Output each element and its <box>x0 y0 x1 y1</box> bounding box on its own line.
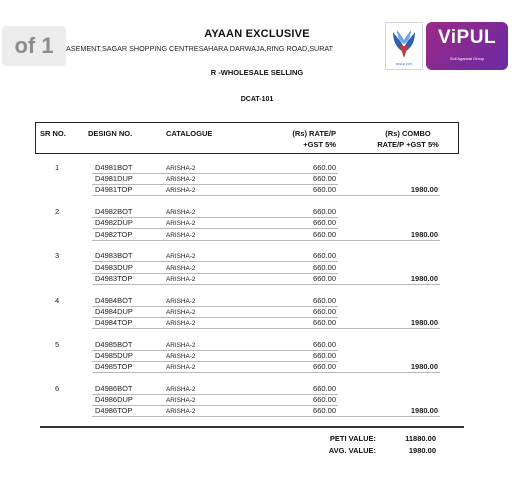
row-rate: 660.00 <box>313 174 336 184</box>
row-rate: 660.00 <box>313 406 336 416</box>
row-design-no: D4982DUP <box>95 218 133 228</box>
row-design-no: D4983BOT <box>95 251 133 261</box>
row-design-no: D4986BOT <box>95 384 133 393</box>
row-catalogue: ARISHA-2 <box>166 165 196 172</box>
row-design-no: D4984DUP <box>95 306 133 316</box>
selling-type: R -WHOLESALE SELLING <box>210 68 304 77</box>
company-address: ASEMENT,SAGAR SHOPPING CENTRESAHARA DARWAJA,RING ROAD,SURAT <box>66 44 334 53</box>
row-catalogue: ARISHA-2 <box>166 364 196 372</box>
row-catalogue: ARISHA-2 <box>166 264 196 272</box>
row-combo-rate: 1980.00 <box>410 185 438 195</box>
row-combo-rate: 1980.00 <box>410 318 438 327</box>
row-catalogue: ARISHA-2 <box>166 297 196 305</box>
page-counter: of 1 <box>2 26 66 66</box>
row-divider <box>92 328 440 329</box>
row-catalogue: ARISHA-2 <box>166 320 196 327</box>
row-divider <box>92 240 440 241</box>
row-catalogue: ARISHA-2 <box>166 308 196 316</box>
row-catalogue: ARISHA-2 <box>166 176 196 184</box>
row-catalogue: ARISHA-2 <box>166 275 196 283</box>
header-rate-line1: (Rs) RATE/P <box>292 129 336 138</box>
header-sr-no: SR NO. <box>40 129 66 138</box>
row-rate: 660.00 <box>313 218 336 228</box>
avg-value: 1980.00 <box>408 446 436 455</box>
avg-value-label: AVG. VALUE: <box>328 446 376 455</box>
row-divider <box>92 284 440 285</box>
row-sr-no: 4 <box>55 295 60 305</box>
row-design-no: D4982BOT <box>95 207 133 217</box>
row-rate: 660.00 <box>313 273 336 283</box>
row-combo-rate: 1980.00 <box>410 273 438 283</box>
row-catalogue: ARISHA-2 <box>166 220 196 228</box>
table-bottom-rule <box>40 426 464 428</box>
header-rate-line2: +GST 5% <box>303 140 336 149</box>
row-rate: 660.00 <box>313 306 336 316</box>
row-design-no: D4986DUP <box>95 395 133 405</box>
row-divider <box>92 416 440 417</box>
row-rate: 660.00 <box>313 384 336 393</box>
peti-value: 11880.00 <box>405 434 436 443</box>
row-sr-no: 3 <box>55 251 60 261</box>
row-catalogue: ARISHA-2 <box>166 187 196 195</box>
row-design-no: D4981DUP <box>95 174 133 184</box>
row-combo-rate: 1980.00 <box>410 362 438 372</box>
row-sr-no: 2 <box>55 207 60 217</box>
row-design-no: D4984TOP <box>95 318 133 327</box>
row-rate: 660.00 <box>313 262 336 272</box>
row-catalogue: ARISHA-2 <box>166 231 196 239</box>
emblem-since-text: SINCE 1974 <box>395 62 413 66</box>
row-catalogue: ARISHA-2 <box>166 341 196 349</box>
vipul-logo <box>426 22 508 70</box>
row-catalogue: ARISHA-2 <box>166 253 196 261</box>
row-design-no: D4984BOT <box>95 295 133 305</box>
company-name: AYAAN EXCLUSIVE <box>204 28 310 40</box>
row-design-no: D4983TOP <box>95 273 133 283</box>
row-design-no: D4983DUP <box>95 262 133 272</box>
row-sr-no: 1 <box>55 163 60 172</box>
row-rate: 660.00 <box>313 207 336 217</box>
row-rate: 660.00 <box>313 351 336 360</box>
row-divider <box>92 195 440 196</box>
row-rate: 660.00 <box>313 318 336 327</box>
emblem-logo <box>385 22 423 70</box>
row-sr-no: 5 <box>55 339 60 349</box>
brand-name: ViPUL <box>437 27 497 48</box>
table-header <box>35 122 459 154</box>
peti-value-label: PETI VALUE: <box>329 434 376 443</box>
row-design-no: D4981TOP <box>95 185 133 195</box>
row-catalogue: ARISHA-2 <box>166 397 196 405</box>
row-rate: 660.00 <box>313 251 336 261</box>
row-design-no: D4985DUP <box>95 351 133 360</box>
header-design-no: DESIGN NO. <box>88 129 133 138</box>
header-combo-line1: (Rs) COMBO <box>385 129 431 138</box>
row-catalogue: ARISHA-2 <box>166 209 196 217</box>
row-rate: 660.00 <box>313 362 336 372</box>
row-rate: 660.00 <box>313 185 336 195</box>
row-rate: 660.00 <box>313 229 336 239</box>
row-rate: 660.00 <box>313 395 336 405</box>
row-divider <box>92 372 440 373</box>
brand-tagline: Soil Agarwal Group <box>449 56 485 61</box>
document-code: DCAT-101 <box>240 96 274 103</box>
header-combo-line2: RATE/P +GST 5% <box>377 140 439 149</box>
row-rate: 660.00 <box>313 295 336 305</box>
row-catalogue: ARISHA-2 <box>166 353 196 360</box>
row-combo-rate: 1980.00 <box>410 406 438 416</box>
row-sr-no: 6 <box>55 384 60 393</box>
row-design-no: D4985TOP <box>95 362 133 372</box>
row-design-no: D4981BOT <box>95 163 133 172</box>
row-rate: 660.00 <box>313 339 336 349</box>
row-rate: 660.00 <box>313 163 336 172</box>
row-design-no: D4982TOP <box>95 229 133 239</box>
row-catalogue: ARISHA-2 <box>166 386 196 393</box>
row-design-no: D4986TOP <box>95 406 133 416</box>
header-catalogue: CATALOGUE <box>166 129 213 138</box>
row-combo-rate: 1980.00 <box>410 229 438 239</box>
row-catalogue: ARISHA-2 <box>166 408 196 416</box>
row-design-no: D4985BOT <box>95 339 133 349</box>
